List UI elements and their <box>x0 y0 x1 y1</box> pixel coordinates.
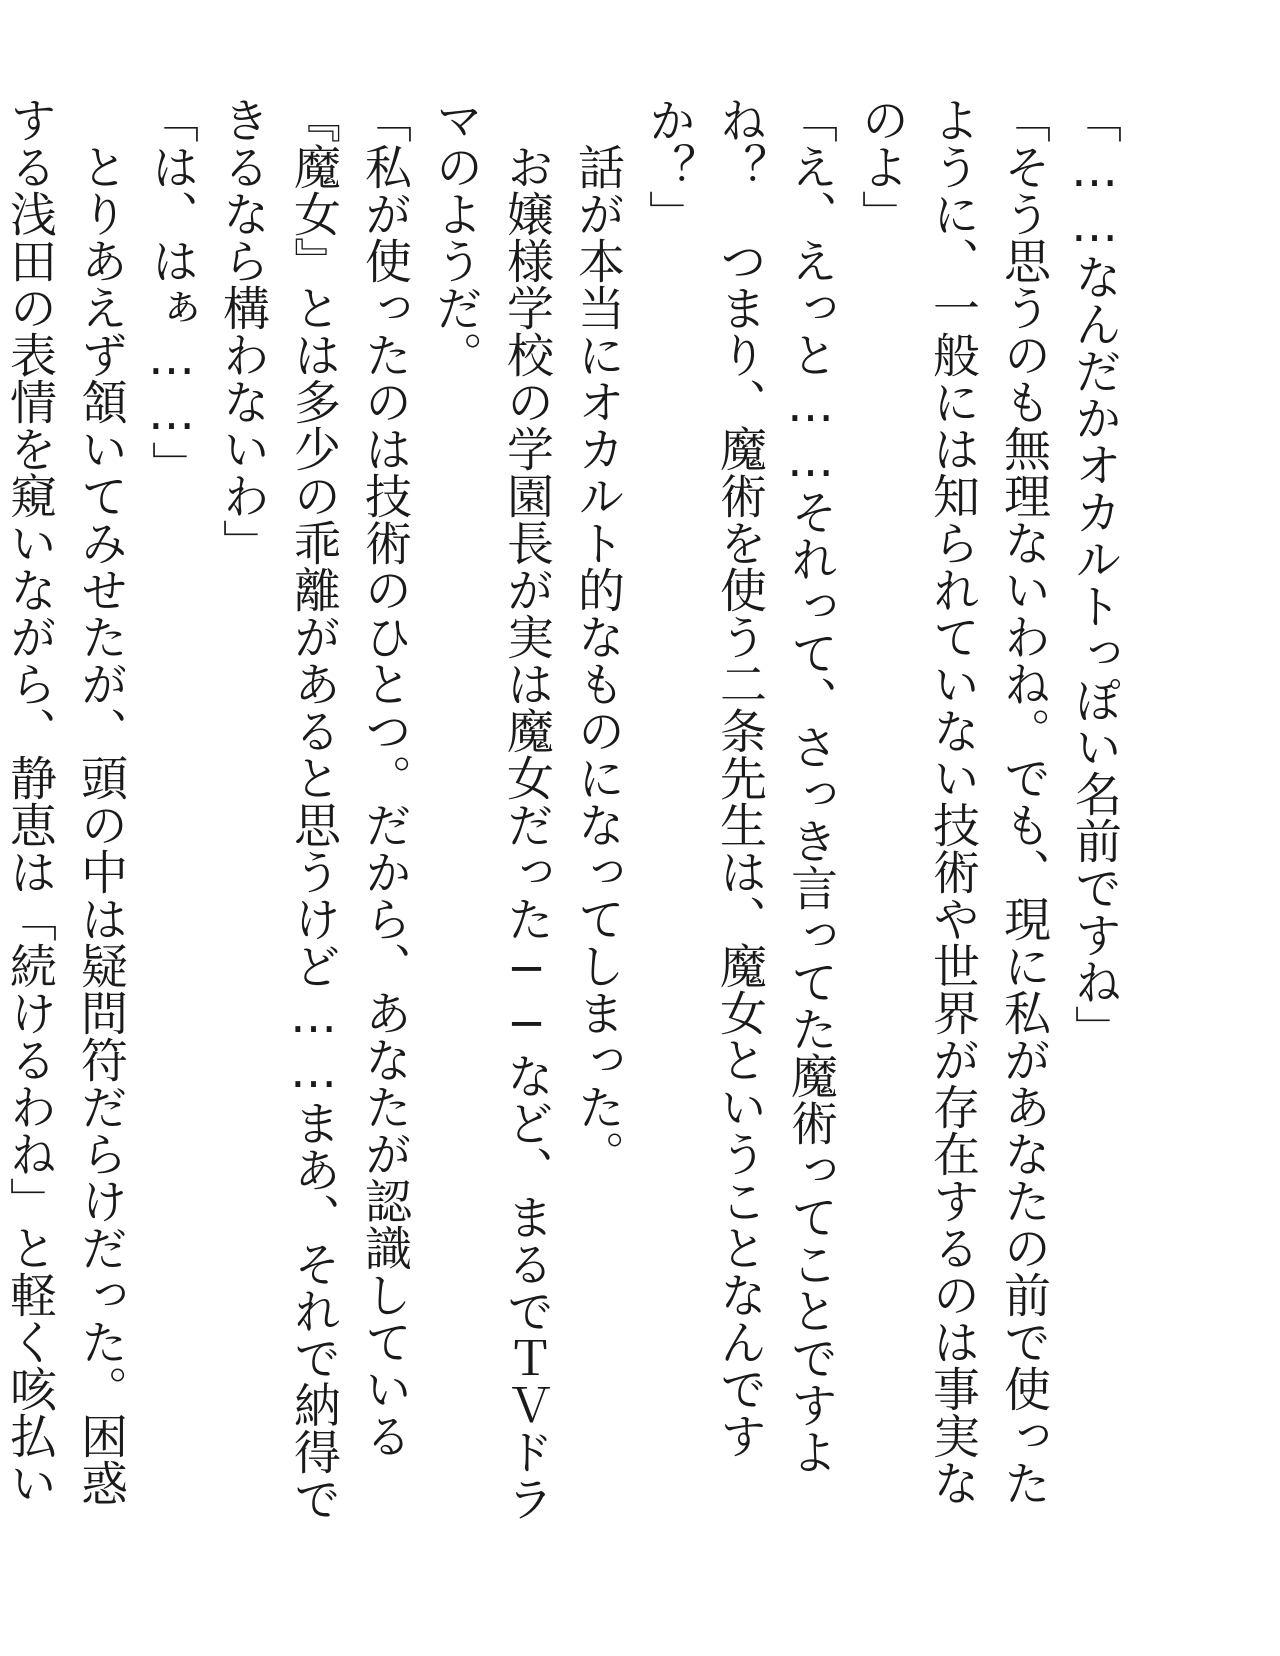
paragraph: 「そう思うのも無理ないわね。でも、現に私があなたの前で使ったように、一般には知られていない技術や世界が存在するのは事実なのよ」 <box>854 96 1051 1506</box>
paragraph: 「……なんだかオカルトっぽい名前ですね」 <box>1067 96 1122 1052</box>
vertical-text-body <box>0 96 1130 1536</box>
paragraph: 「私が使ったのは技術のひとつ。だから、あなたが認識している『魔女』とは多少の乖離があると思うけど……まあ、それで納得できるなら構わないわ」 <box>215 96 412 1522</box>
paragraph: お嬢様学校の学園長が実は魔女だった──など、まるでＴＶドラマのようだ。 <box>428 96 554 1522</box>
paragraph: 「え、えっと……それって、さっき言ってた魔術ってことですよね？ つまり、魔術を使う二条先生は、魔女ということなんですか？」 <box>641 96 838 1475</box>
paragraph: 話が本当にオカルト的なものになってしまった。 <box>570 96 625 1177</box>
paragraph: 「は、はぁ……」 <box>144 96 199 488</box>
paragraph: とりあえず頷いてみせたが、頭の中は疑問符だらけだった。困惑する浅田の表情を窺いながら、静恵は「続けるわね」と軽く咳払い <box>2 96 128 1506</box>
